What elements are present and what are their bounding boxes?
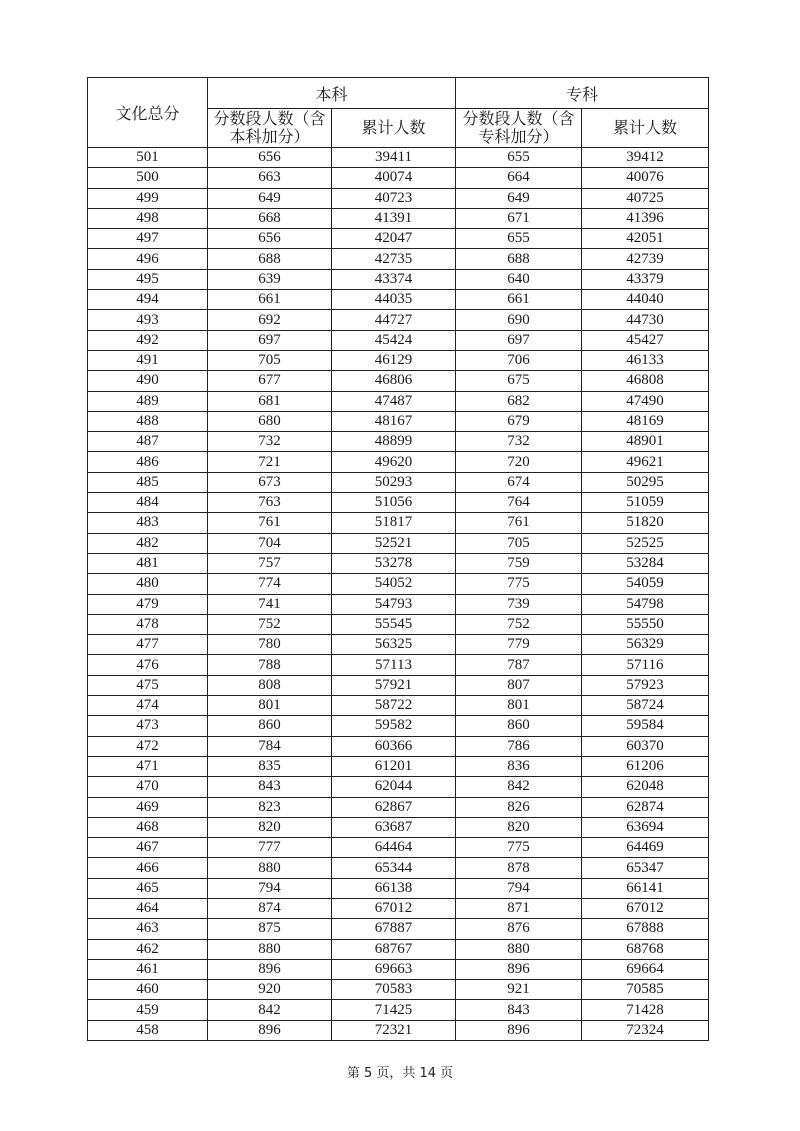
zhuanke-segment-count-cell: 655: [456, 229, 582, 249]
benke-segment-count-cell: 896: [208, 1020, 332, 1040]
zhuanke-cumulative-cell: 59584: [582, 716, 709, 736]
zhuanke-segment-count-cell: 674: [456, 472, 582, 492]
benke-cumulative-cell: 49620: [332, 452, 456, 472]
benke-cumulative-cell: 65344: [332, 858, 456, 878]
benke-segment-count-cell: 774: [208, 574, 332, 594]
benke-segment-count-cell: 661: [208, 290, 332, 310]
zhuanke-cumulative-cell: 67888: [582, 919, 709, 939]
benke-cumulative-cell: 42047: [332, 229, 456, 249]
total-score-cell: 485: [88, 472, 208, 492]
total-score-cell: 495: [88, 269, 208, 289]
zhuanke-cumulative-cell: 48901: [582, 432, 709, 452]
table-row: [88, 574, 709, 594]
table-row: [88, 168, 709, 188]
benke-segment-count-cell: 752: [208, 614, 332, 634]
benke-segment-count-cell: 697: [208, 330, 332, 350]
zhuanke-segment-count-cell: 682: [456, 391, 582, 411]
total-score-cell: 496: [88, 249, 208, 269]
zhuanke-cumulative-cell: 57116: [582, 655, 709, 675]
zhuanke-cumulative-cell: 70585: [582, 980, 709, 1000]
total-score-cell: 482: [88, 533, 208, 553]
benke-cumulative-cell: 51817: [332, 513, 456, 533]
benke-segment-count-cell: 835: [208, 756, 332, 776]
benke-cumulative-cell: 48899: [332, 432, 456, 452]
table-row: [88, 898, 709, 918]
table-row: [88, 1000, 709, 1020]
total-score-cell: 465: [88, 878, 208, 898]
zhuanke-segment-count-cell: 705: [456, 533, 582, 553]
zhuanke-cumulative-cell: 71428: [582, 1000, 709, 1020]
benke-cumulative-cell: 54052: [332, 574, 456, 594]
table-row: [88, 330, 709, 350]
benke-cumulative-cell: 62867: [332, 797, 456, 817]
benke-segment-count-cell: 680: [208, 411, 332, 431]
benke-cumulative-cell: 62044: [332, 777, 456, 797]
benke-cumulative-cell: 46129: [332, 350, 456, 370]
total-score-cell: 477: [88, 635, 208, 655]
table-row: [88, 188, 709, 208]
table-row: [88, 838, 709, 858]
table-row: [88, 696, 709, 716]
benke-cumulative-cell: 50293: [332, 472, 456, 492]
zhuanke-segment-count-cell: 896: [456, 959, 582, 979]
total-score-cell: 460: [88, 980, 208, 1000]
table-row: [88, 878, 709, 898]
zhuanke-cumulative-cell: 46808: [582, 371, 709, 391]
benke-segment-count-cell: 639: [208, 269, 332, 289]
benke-segment-count-cell: 801: [208, 696, 332, 716]
benke-cumulative-cell: 54793: [332, 594, 456, 614]
table-row: [88, 919, 709, 939]
header-benke: 本科: [208, 78, 456, 109]
table-row: [88, 756, 709, 776]
table-row: [88, 229, 709, 249]
zhuanke-cumulative-cell: 55550: [582, 614, 709, 634]
benke-segment-count-cell: 880: [208, 939, 332, 959]
total-score-cell: 487: [88, 432, 208, 452]
zhuanke-segment-count-cell: 661: [456, 290, 582, 310]
benke-cumulative-cell: 59582: [332, 716, 456, 736]
benke-cumulative-cell: 70583: [332, 980, 456, 1000]
total-score-cell: 479: [88, 594, 208, 614]
table-row: [88, 391, 709, 411]
zhuanke-cumulative-cell: 41396: [582, 208, 709, 228]
benke-segment-count-cell: 874: [208, 898, 332, 918]
table-row: [88, 493, 709, 513]
benke-cumulative-cell: 61201: [332, 756, 456, 776]
zhuanke-segment-count-cell: 688: [456, 249, 582, 269]
benke-segment-count-cell: 875: [208, 919, 332, 939]
zhuanke-segment-count-cell: 675: [456, 371, 582, 391]
zhuanke-segment-count-cell: 706: [456, 350, 582, 370]
total-score-cell: 493: [88, 310, 208, 330]
total-score-cell: 462: [88, 939, 208, 959]
table-row: [88, 655, 709, 675]
benke-cumulative-cell: 53278: [332, 553, 456, 573]
zhuanke-segment-count-cell: 664: [456, 168, 582, 188]
total-score-cell: 474: [88, 696, 208, 716]
zhuanke-cumulative-cell: 54798: [582, 594, 709, 614]
total-score-cell: 488: [88, 411, 208, 431]
zhuanke-cumulative-cell: 61206: [582, 756, 709, 776]
zhuanke-segment-count-cell: 826: [456, 797, 582, 817]
zhuanke-segment-count-cell: 679: [456, 411, 582, 431]
zhuanke-segment-count-cell: 843: [456, 1000, 582, 1020]
benke-cumulative-cell: 55545: [332, 614, 456, 634]
table-row: [88, 939, 709, 959]
zhuanke-cumulative-cell: 44730: [582, 310, 709, 330]
table-row: [88, 736, 709, 756]
benke-cumulative-cell: 68767: [332, 939, 456, 959]
table-row: [88, 1020, 709, 1040]
total-score-cell: 480: [88, 574, 208, 594]
benke-segment-count-cell: 732: [208, 432, 332, 452]
table-row: [88, 635, 709, 655]
table-row: [88, 777, 709, 797]
benke-segment-count-cell: 721: [208, 452, 332, 472]
zhuanke-segment-count-cell: 759: [456, 553, 582, 573]
total-score-cell: 471: [88, 756, 208, 776]
zhuanke-cumulative-cell: 62048: [582, 777, 709, 797]
benke-cumulative-cell: 64464: [332, 838, 456, 858]
total-score-cell: 466: [88, 858, 208, 878]
benke-segment-count-cell: 777: [208, 838, 332, 858]
table-row: [88, 371, 709, 391]
benke-cumulative-cell: 43374: [332, 269, 456, 289]
zhuanke-cumulative-cell: 57923: [582, 675, 709, 695]
zhuanke-segment-count-cell: 732: [456, 432, 582, 452]
total-score-cell: 499: [88, 188, 208, 208]
table-row: [88, 290, 709, 310]
zhuanke-segment-count-cell: 697: [456, 330, 582, 350]
benke-segment-count-cell: 705: [208, 350, 332, 370]
header-zhuanke-segment-count: 分数段人数（含专科加分）: [456, 109, 582, 148]
zhuanke-segment-count-cell: 655: [456, 148, 582, 168]
benke-segment-count-cell: 780: [208, 635, 332, 655]
total-score-cell: 490: [88, 371, 208, 391]
benke-segment-count-cell: 681: [208, 391, 332, 411]
benke-cumulative-cell: 48167: [332, 411, 456, 431]
benke-cumulative-cell: 56325: [332, 635, 456, 655]
zhuanke-segment-count-cell: 649: [456, 188, 582, 208]
zhuanke-cumulative-cell: 43379: [582, 269, 709, 289]
total-score-cell: 489: [88, 391, 208, 411]
table-row: [88, 269, 709, 289]
table-row: [88, 249, 709, 269]
zhuanke-segment-count-cell: 842: [456, 777, 582, 797]
table-row: [88, 675, 709, 695]
zhuanke-cumulative-cell: 72324: [582, 1020, 709, 1040]
table-row: [88, 553, 709, 573]
zhuanke-segment-count-cell: 739: [456, 594, 582, 614]
benke-segment-count-cell: 741: [208, 594, 332, 614]
zhuanke-cumulative-cell: 65347: [582, 858, 709, 878]
benke-cumulative-cell: 44727: [332, 310, 456, 330]
benke-cumulative-cell: 66138: [332, 878, 456, 898]
zhuanke-cumulative-cell: 64469: [582, 838, 709, 858]
total-score-cell: 468: [88, 817, 208, 837]
zhuanke-segment-count-cell: 807: [456, 675, 582, 695]
benke-segment-count-cell: 763: [208, 493, 332, 513]
zhuanke-cumulative-cell: 63694: [582, 817, 709, 837]
table-row: [88, 310, 709, 330]
total-score-cell: 484: [88, 493, 208, 513]
total-score-cell: 478: [88, 614, 208, 634]
table-row: [88, 208, 709, 228]
zhuanke-cumulative-cell: 51059: [582, 493, 709, 513]
zhuanke-segment-count-cell: 820: [456, 817, 582, 837]
table-row: [88, 472, 709, 492]
benke-segment-count-cell: 784: [208, 736, 332, 756]
total-score-cell: 472: [88, 736, 208, 756]
total-score-cell: 497: [88, 229, 208, 249]
table-row: [88, 817, 709, 837]
benke-cumulative-cell: 40723: [332, 188, 456, 208]
zhuanke-cumulative-cell: 60370: [582, 736, 709, 756]
benke-cumulative-cell: 47487: [332, 391, 456, 411]
total-score-cell: 500: [88, 168, 208, 188]
total-score-cell: 458: [88, 1020, 208, 1040]
benke-segment-count-cell: 704: [208, 533, 332, 553]
table-row: [88, 411, 709, 431]
benke-segment-count-cell: 663: [208, 168, 332, 188]
zhuanke-cumulative-cell: 62874: [582, 797, 709, 817]
benke-segment-count-cell: 820: [208, 817, 332, 837]
zhuanke-segment-count-cell: 921: [456, 980, 582, 1000]
zhuanke-segment-count-cell: 794: [456, 878, 582, 898]
zhuanke-cumulative-cell: 69664: [582, 959, 709, 979]
zhuanke-segment-count-cell: 779: [456, 635, 582, 655]
zhuanke-cumulative-cell: 51820: [582, 513, 709, 533]
total-score-cell: 498: [88, 208, 208, 228]
benke-segment-count-cell: 757: [208, 553, 332, 573]
zhuanke-cumulative-cell: 50295: [582, 472, 709, 492]
benke-segment-count-cell: 677: [208, 371, 332, 391]
table-row: [88, 614, 709, 634]
benke-cumulative-cell: 51056: [332, 493, 456, 513]
benke-segment-count-cell: 808: [208, 675, 332, 695]
benke-cumulative-cell: 72321: [332, 1020, 456, 1040]
header-zhuanke: 专科: [456, 78, 709, 109]
zhuanke-segment-count-cell: 775: [456, 574, 582, 594]
zhuanke-cumulative-cell: 68768: [582, 939, 709, 959]
benke-cumulative-cell: 67887: [332, 919, 456, 939]
benke-cumulative-cell: 63687: [332, 817, 456, 837]
benke-cumulative-cell: 67012: [332, 898, 456, 918]
total-score-cell: 473: [88, 716, 208, 736]
benke-segment-count-cell: 823: [208, 797, 332, 817]
total-score-cell: 486: [88, 452, 208, 472]
table-row: [88, 594, 709, 614]
benke-cumulative-cell: 69663: [332, 959, 456, 979]
zhuanke-cumulative-cell: 47490: [582, 391, 709, 411]
zhuanke-segment-count-cell: 801: [456, 696, 582, 716]
zhuanke-segment-count-cell: 786: [456, 736, 582, 756]
header-zhuanke-cumulative: 累计人数: [582, 109, 709, 148]
total-score-cell: 483: [88, 513, 208, 533]
zhuanke-segment-count-cell: 860: [456, 716, 582, 736]
benke-cumulative-cell: 46806: [332, 371, 456, 391]
benke-segment-count-cell: 880: [208, 858, 332, 878]
header-benke-segment-count: 分数段人数（含本科加分）: [208, 109, 332, 148]
table-row: [88, 148, 709, 168]
benke-cumulative-cell: 39411: [332, 148, 456, 168]
benke-cumulative-cell: 45424: [332, 330, 456, 350]
benke-segment-count-cell: 668: [208, 208, 332, 228]
table-row: [88, 959, 709, 979]
zhuanke-segment-count-cell: 876: [456, 919, 582, 939]
total-score-cell: 459: [88, 1000, 208, 1020]
page-footer: 第 5 页，共 14 页: [346, 1066, 454, 1081]
zhuanke-cumulative-cell: 40725: [582, 188, 709, 208]
total-score-cell: 464: [88, 898, 208, 918]
zhuanke-segment-count-cell: 761: [456, 513, 582, 533]
zhuanke-segment-count-cell: 896: [456, 1020, 582, 1040]
benke-segment-count-cell: 788: [208, 655, 332, 675]
benke-segment-count-cell: 688: [208, 249, 332, 269]
table-row: [88, 716, 709, 736]
zhuanke-segment-count-cell: 640: [456, 269, 582, 289]
zhuanke-cumulative-cell: 58724: [582, 696, 709, 716]
total-score-cell: 494: [88, 290, 208, 310]
benke-segment-count-cell: 843: [208, 777, 332, 797]
total-score-cell: 492: [88, 330, 208, 350]
total-score-cell: 475: [88, 675, 208, 695]
benke-segment-count-cell: 794: [208, 878, 332, 898]
benke-segment-count-cell: 761: [208, 513, 332, 533]
total-score-cell: 467: [88, 838, 208, 858]
total-score-cell: 481: [88, 553, 208, 573]
zhuanke-cumulative-cell: 56329: [582, 635, 709, 655]
table-row: [88, 533, 709, 553]
benke-cumulative-cell: 41391: [332, 208, 456, 228]
table-row: [88, 350, 709, 370]
score-distribution-table: [87, 77, 709, 1041]
zhuanke-cumulative-cell: 46133: [582, 350, 709, 370]
zhuanke-segment-count-cell: 787: [456, 655, 582, 675]
benke-cumulative-cell: 71425: [332, 1000, 456, 1020]
benke-cumulative-cell: 60366: [332, 736, 456, 756]
table-body: [88, 148, 709, 1041]
zhuanke-segment-count-cell: 836: [456, 756, 582, 776]
zhuanke-cumulative-cell: 66141: [582, 878, 709, 898]
total-score-cell: 470: [88, 777, 208, 797]
benke-cumulative-cell: 44035: [332, 290, 456, 310]
benke-segment-count-cell: 920: [208, 980, 332, 1000]
zhuanke-cumulative-cell: 42051: [582, 229, 709, 249]
zhuanke-segment-count-cell: 775: [456, 838, 582, 858]
zhuanke-cumulative-cell: 49621: [582, 452, 709, 472]
benke-cumulative-cell: 57113: [332, 655, 456, 675]
total-score-cell: 476: [88, 655, 208, 675]
zhuanke-cumulative-cell: 42739: [582, 249, 709, 269]
total-score-cell: 463: [88, 919, 208, 939]
benke-segment-count-cell: 842: [208, 1000, 332, 1020]
total-score-cell: 491: [88, 350, 208, 370]
benke-segment-count-cell: 673: [208, 472, 332, 492]
table-row: [88, 432, 709, 452]
zhuanke-cumulative-cell: 54059: [582, 574, 709, 594]
benke-cumulative-cell: 52521: [332, 533, 456, 553]
table-row: [88, 452, 709, 472]
zhuanke-cumulative-cell: 48169: [582, 411, 709, 431]
table-row: [88, 797, 709, 817]
zhuanke-segment-count-cell: 720: [456, 452, 582, 472]
table-row: [88, 513, 709, 533]
zhuanke-segment-count-cell: 752: [456, 614, 582, 634]
zhuanke-segment-count-cell: 671: [456, 208, 582, 228]
benke-segment-count-cell: 649: [208, 188, 332, 208]
zhuanke-segment-count-cell: 878: [456, 858, 582, 878]
header-benke-cumulative: 累计人数: [332, 109, 456, 148]
benke-segment-count-cell: 656: [208, 148, 332, 168]
benke-cumulative-cell: 40074: [332, 168, 456, 188]
benke-segment-count-cell: 692: [208, 310, 332, 330]
table-row: [88, 980, 709, 1000]
total-score-cell: 469: [88, 797, 208, 817]
benke-cumulative-cell: 42735: [332, 249, 456, 269]
zhuanke-segment-count-cell: 880: [456, 939, 582, 959]
benke-segment-count-cell: 896: [208, 959, 332, 979]
header-total-score: 文化总分: [88, 78, 208, 148]
zhuanke-cumulative-cell: 53284: [582, 553, 709, 573]
zhuanke-cumulative-cell: 52525: [582, 533, 709, 553]
zhuanke-cumulative-cell: 44040: [582, 290, 709, 310]
zhuanke-segment-count-cell: 871: [456, 898, 582, 918]
total-score-cell: 461: [88, 959, 208, 979]
total-score-cell: 501: [88, 148, 208, 168]
zhuanke-cumulative-cell: 40076: [582, 168, 709, 188]
table-row: [88, 858, 709, 878]
zhuanke-cumulative-cell: 67012: [582, 898, 709, 918]
benke-cumulative-cell: 57921: [332, 675, 456, 695]
benke-segment-count-cell: 860: [208, 716, 332, 736]
zhuanke-segment-count-cell: 764: [456, 493, 582, 513]
zhuanke-cumulative-cell: 39412: [582, 148, 709, 168]
benke-cumulative-cell: 58722: [332, 696, 456, 716]
zhuanke-cumulative-cell: 45427: [582, 330, 709, 350]
zhuanke-segment-count-cell: 690: [456, 310, 582, 330]
benke-segment-count-cell: 656: [208, 229, 332, 249]
